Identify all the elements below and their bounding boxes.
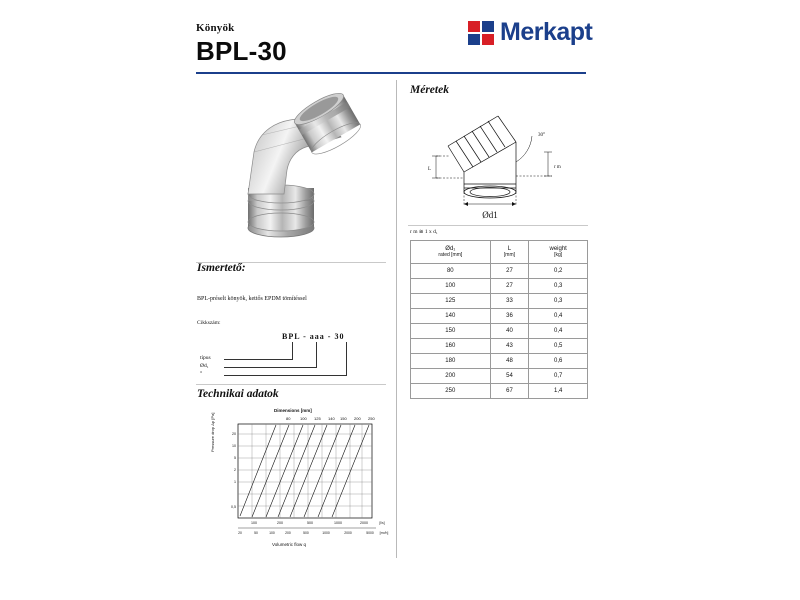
col-length-name: L (507, 245, 512, 252)
cell-weight: 0,3 (529, 294, 588, 309)
chart-canvas (214, 408, 390, 554)
code-legend-1: Ød₁ (200, 363, 209, 369)
svg-text:100: 100 (269, 531, 275, 535)
logo-mark-icon (468, 21, 494, 45)
cell-length: 36 (490, 309, 529, 324)
cell-length: 40 (490, 324, 529, 339)
col-length-unit: [mm] (503, 251, 516, 258)
meretek-title: Méretek (410, 84, 449, 96)
ismerteto-section (197, 262, 397, 302)
table-row (411, 339, 588, 354)
cell-weight: 0,5 (529, 339, 588, 354)
svg-text:0,5: 0,5 (231, 505, 236, 509)
column-divider (396, 80, 397, 558)
cell-diameter: 250 (411, 384, 491, 399)
cell-diameter: 200 (411, 369, 491, 384)
table-row (411, 354, 588, 369)
cell-length: 67 (490, 384, 529, 399)
header-divider-right (408, 72, 586, 74)
chart-series-labels (226, 416, 386, 424)
cell-weight: 0,7 (529, 369, 588, 384)
chart-x-axis-label: Volumetric flow q (272, 542, 307, 547)
cell-length: 27 (490, 279, 529, 294)
table-row (411, 294, 588, 309)
dimension-drawing (420, 100, 580, 222)
cikkszam-label: Cikkszám: (197, 320, 221, 326)
product-kicker: Könyök (196, 22, 235, 34)
svg-text:20: 20 (238, 531, 242, 535)
product-photo (210, 90, 385, 240)
svg-text:1000: 1000 (322, 531, 330, 535)
svg-text:2000: 2000 (360, 521, 368, 525)
cell-length: 33 (490, 294, 529, 309)
svg-text:200: 200 (277, 521, 283, 525)
col-weight (529, 241, 588, 264)
article-code: BPL - aaa - 30 (282, 332, 345, 341)
series-label-4: 150 (340, 416, 347, 421)
cell-diameter: 80 (411, 264, 491, 279)
ismerteto-text: BPL-préselt könyök, kettős EPDM tömítéssel (197, 296, 307, 302)
svg-text:2: 2 (234, 468, 236, 472)
series-label-3: 140 (328, 416, 335, 421)
svg-text:30°: 30° (538, 133, 545, 138)
chart-y-axis-label: Pressure drop Δp [Pa] (210, 412, 215, 452)
series-label-2: 125 (314, 416, 321, 421)
brand-name: Merkapt (500, 18, 593, 46)
svg-text:5: 5 (234, 456, 236, 460)
radius-note: r m ≅ 1 x d₁ (410, 229, 438, 235)
col-diameter-name: Ød₁ (445, 245, 456, 252)
col-diameter-unit: rated [mm] (438, 251, 463, 258)
series-label-5: 200 (354, 416, 361, 421)
cell-weight: 1,4 (529, 384, 588, 399)
cell-length: 54 (490, 369, 529, 384)
article-code-diagram (196, 330, 386, 380)
chart-title: Dimensions [mm] (274, 408, 312, 413)
dimensions-table (410, 240, 588, 399)
table-row (411, 279, 588, 294)
cell-diameter: 160 (411, 339, 491, 354)
svg-text:2000: 2000 (344, 531, 352, 535)
cell-length: 43 (490, 339, 529, 354)
table-row (411, 309, 588, 324)
svg-text:20: 20 (232, 432, 236, 436)
section-divider-meretek (408, 225, 588, 226)
svg-text:1: 1 (234, 480, 236, 484)
svg-text:5000: 5000 (366, 531, 374, 535)
table-row (411, 264, 588, 279)
col-diameter (411, 241, 491, 264)
cell-length: 27 (490, 264, 529, 279)
technikai-section (197, 388, 397, 400)
table-row (411, 369, 588, 384)
cell-diameter: 180 (411, 354, 491, 369)
svg-text:200: 200 (285, 531, 291, 535)
cell-diameter: 140 (411, 309, 491, 324)
table-row (411, 324, 588, 339)
svg-text:1000: 1000 (334, 521, 342, 525)
page-title: BPL-30 (196, 36, 287, 66)
code-legend-0: típus (200, 355, 211, 361)
brand-logo (468, 18, 592, 47)
cell-diameter: 125 (411, 294, 491, 309)
cell-weight: 0,2 (529, 264, 588, 279)
cell-diameter: 150 (411, 324, 491, 339)
series-label-1: 100 (300, 416, 307, 421)
svg-text:50: 50 (254, 531, 258, 535)
pressure-drop-chart (210, 408, 390, 554)
col-weight-name: weight (549, 245, 567, 252)
technikai-title: Technikai adatok (197, 388, 279, 400)
diameter-label: Ød1 (482, 210, 498, 220)
section-divider-technikai (196, 384, 386, 385)
svg-text:500: 500 (303, 531, 309, 535)
svg-text:[l/s]: [l/s] (379, 521, 385, 525)
series-label-6: 250 (368, 416, 375, 421)
svg-text:100: 100 (251, 521, 257, 525)
cell-diameter: 100 (411, 279, 491, 294)
series-label-0: 80 (286, 416, 291, 421)
ismerteto-title: Ismertető: (197, 262, 246, 274)
table-row (411, 384, 588, 399)
cell-weight: 0,6 (529, 354, 588, 369)
svg-text:500: 500 (307, 521, 313, 525)
code-legend-2: ° (200, 371, 203, 377)
cell-weight: 0,4 (529, 309, 588, 324)
col-weight-unit: [kg] (554, 251, 563, 258)
cell-weight: 0,3 (529, 279, 588, 294)
svg-text:[m³/h]: [m³/h] (379, 531, 389, 535)
svg-text:10: 10 (232, 444, 236, 448)
svg-text:r m: r m (554, 165, 561, 170)
cell-length: 48 (490, 354, 529, 369)
cell-weight: 0,4 (529, 324, 588, 339)
svg-text:L: L (428, 167, 432, 172)
col-length (490, 241, 529, 264)
table-header-row (411, 241, 588, 264)
